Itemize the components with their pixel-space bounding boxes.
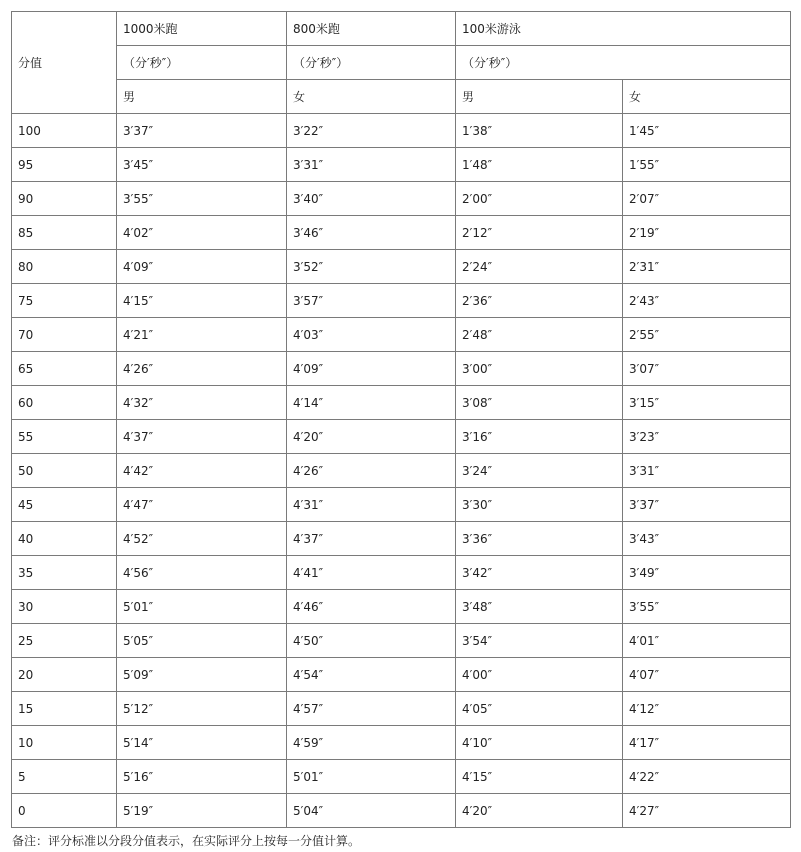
header-row-event: [12, 12, 791, 46]
score-cell: 40: [12, 522, 117, 556]
scoring-table-body: [12, 12, 791, 828]
run1000-male-cell: 5′05″: [117, 624, 287, 658]
table-row: [12, 148, 791, 182]
table-row: [12, 488, 791, 522]
score-cell: 85: [12, 216, 117, 250]
swim100-female-cell: 4′12″: [623, 692, 791, 726]
swim100-female-cell: 2′19″: [623, 216, 791, 250]
swim100-male-cell: 2′48″: [456, 318, 623, 352]
run800-female-cell: 4′41″: [287, 556, 456, 590]
swim100-male-cell: 1′38″: [456, 114, 623, 148]
table-row: [12, 250, 791, 284]
run800-female-cell: 4′03″: [287, 318, 456, 352]
run800-female-cell: 4′57″: [287, 692, 456, 726]
run800-female-cell: 4′14″: [287, 386, 456, 420]
swim100-female-cell: 3′23″: [623, 420, 791, 454]
table-row: [12, 454, 791, 488]
swim100-female-cell: 1′45″: [623, 114, 791, 148]
header-score-label: 分值: [12, 12, 117, 114]
run800-female-cell: 4′50″: [287, 624, 456, 658]
swim100-female-cell: 2′31″: [623, 250, 791, 284]
score-cell: 90: [12, 182, 117, 216]
score-cell: 15: [12, 692, 117, 726]
swim100-male-cell: 3′48″: [456, 590, 623, 624]
swim100-male-cell: 3′54″: [456, 624, 623, 658]
header-unit-swim100: （分′秒″）: [456, 46, 791, 80]
swim100-male-cell: 3′08″: [456, 386, 623, 420]
swim100-male-cell: 1′48″: [456, 148, 623, 182]
scoring-table: [11, 11, 791, 828]
run800-female-cell: 5′04″: [287, 794, 456, 828]
score-cell: 35: [12, 556, 117, 590]
swim100-female-cell: 2′07″: [623, 182, 791, 216]
swim100-male-cell: 3′36″: [456, 522, 623, 556]
score-cell: 75: [12, 284, 117, 318]
table-row: [12, 216, 791, 250]
run1000-male-cell: 4′02″: [117, 216, 287, 250]
swim100-female-cell: 4′27″: [623, 794, 791, 828]
swim100-male-cell: 4′00″: [456, 658, 623, 692]
swim100-female-cell: 1′55″: [623, 148, 791, 182]
score-cell: 10: [12, 726, 117, 760]
swim100-male-cell: 3′24″: [456, 454, 623, 488]
swim100-male-cell: 3′00″: [456, 352, 623, 386]
run800-female-cell: 3′57″: [287, 284, 456, 318]
swim100-female-cell: 3′07″: [623, 352, 791, 386]
run800-female-cell: 4′20″: [287, 420, 456, 454]
run1000-male-cell: 3′37″: [117, 114, 287, 148]
score-cell: 45: [12, 488, 117, 522]
run1000-male-cell: 5′01″: [117, 590, 287, 624]
run1000-male-cell: 5′19″: [117, 794, 287, 828]
run800-female-cell: 3′46″: [287, 216, 456, 250]
table-row: [12, 692, 791, 726]
score-cell: 0: [12, 794, 117, 828]
swim100-female-cell: 3′31″: [623, 454, 791, 488]
run800-female-cell: 3′22″: [287, 114, 456, 148]
table-row: [12, 522, 791, 556]
table-row: [12, 420, 791, 454]
header-gender-swim100-male: 男: [456, 80, 623, 114]
swim100-female-cell: 2′43″: [623, 284, 791, 318]
swim100-female-cell: 3′55″: [623, 590, 791, 624]
swim100-female-cell: 4′01″: [623, 624, 791, 658]
table-row: [12, 114, 791, 148]
score-cell: 95: [12, 148, 117, 182]
run1000-male-cell: 4′26″: [117, 352, 287, 386]
swim100-male-cell: 2′36″: [456, 284, 623, 318]
swim100-female-cell: 4′17″: [623, 726, 791, 760]
run800-female-cell: 3′40″: [287, 182, 456, 216]
run1000-male-cell: 4′09″: [117, 250, 287, 284]
score-cell: 25: [12, 624, 117, 658]
score-cell: 65: [12, 352, 117, 386]
run1000-male-cell: 5′16″: [117, 760, 287, 794]
header-row-gender: [12, 80, 791, 114]
run1000-male-cell: 4′15″: [117, 284, 287, 318]
header-event-swim100: 100米游泳: [456, 12, 791, 46]
footnote: 备注：评分标准以分段分值表示，在实际评分上按每一分值计算。: [12, 834, 361, 848]
header-row-unit: [12, 46, 791, 80]
run1000-male-cell: 4′56″: [117, 556, 287, 590]
table-row: [12, 284, 791, 318]
run800-female-cell: 3′31″: [287, 148, 456, 182]
swim100-male-cell: 4′05″: [456, 692, 623, 726]
score-cell: 70: [12, 318, 117, 352]
run800-female-cell: 5′01″: [287, 760, 456, 794]
run800-female-cell: 4′37″: [287, 522, 456, 556]
swim100-male-cell: 4′20″: [456, 794, 623, 828]
swim100-male-cell: 4′10″: [456, 726, 623, 760]
swim100-female-cell: 4′07″: [623, 658, 791, 692]
run1000-male-cell: 5′14″: [117, 726, 287, 760]
run800-female-cell: 4′09″: [287, 352, 456, 386]
run1000-male-cell: 3′55″: [117, 182, 287, 216]
swim100-female-cell: 3′37″: [623, 488, 791, 522]
swim100-male-cell: 4′15″: [456, 760, 623, 794]
swim100-female-cell: 4′22″: [623, 760, 791, 794]
score-cell: 80: [12, 250, 117, 284]
swim100-female-cell: 3′49″: [623, 556, 791, 590]
table-row: [12, 658, 791, 692]
run800-female-cell: 4′54″: [287, 658, 456, 692]
header-gender-swim100-female: 女: [623, 80, 791, 114]
run1000-male-cell: 4′37″: [117, 420, 287, 454]
table-row: [12, 794, 791, 828]
score-cell: 100: [12, 114, 117, 148]
table-row: [12, 318, 791, 352]
table-row: [12, 386, 791, 420]
swim100-male-cell: 3′30″: [456, 488, 623, 522]
header-gender-run800-female: 女: [287, 80, 456, 114]
table-row: [12, 726, 791, 760]
run800-female-cell: 4′26″: [287, 454, 456, 488]
score-cell: 50: [12, 454, 117, 488]
table-row: [12, 352, 791, 386]
run800-female-cell: 4′59″: [287, 726, 456, 760]
header-gender-run1000-male: 男: [117, 80, 287, 114]
run800-female-cell: 4′31″: [287, 488, 456, 522]
swim100-male-cell: 2′24″: [456, 250, 623, 284]
run800-female-cell: 4′46″: [287, 590, 456, 624]
table-row: [12, 182, 791, 216]
run800-female-cell: 3′52″: [287, 250, 456, 284]
run1000-male-cell: 5′09″: [117, 658, 287, 692]
swim100-female-cell: 3′43″: [623, 522, 791, 556]
run1000-male-cell: 5′12″: [117, 692, 287, 726]
score-cell: 55: [12, 420, 117, 454]
table-row: [12, 624, 791, 658]
header-unit-run800: （分′秒″）: [287, 46, 456, 80]
run1000-male-cell: 4′52″: [117, 522, 287, 556]
header-event-run800: 800米跑: [287, 12, 456, 46]
table-row: [12, 590, 791, 624]
run1000-male-cell: 3′45″: [117, 148, 287, 182]
score-cell: 20: [12, 658, 117, 692]
run1000-male-cell: 4′21″: [117, 318, 287, 352]
swim100-male-cell: 3′16″: [456, 420, 623, 454]
score-cell: 60: [12, 386, 117, 420]
header-unit-run1000: （分′秒″）: [117, 46, 287, 80]
swim100-male-cell: 2′00″: [456, 182, 623, 216]
header-event-run1000: 1000米跑: [117, 12, 287, 46]
run1000-male-cell: 4′47″: [117, 488, 287, 522]
score-cell: 5: [12, 760, 117, 794]
swim100-male-cell: 3′42″: [456, 556, 623, 590]
run1000-male-cell: 4′42″: [117, 454, 287, 488]
score-cell: 30: [12, 590, 117, 624]
run1000-male-cell: 4′32″: [117, 386, 287, 420]
swim100-female-cell: 2′55″: [623, 318, 791, 352]
swim100-female-cell: 3′15″: [623, 386, 791, 420]
table-row: [12, 760, 791, 794]
table-row: [12, 556, 791, 590]
swim100-male-cell: 2′12″: [456, 216, 623, 250]
